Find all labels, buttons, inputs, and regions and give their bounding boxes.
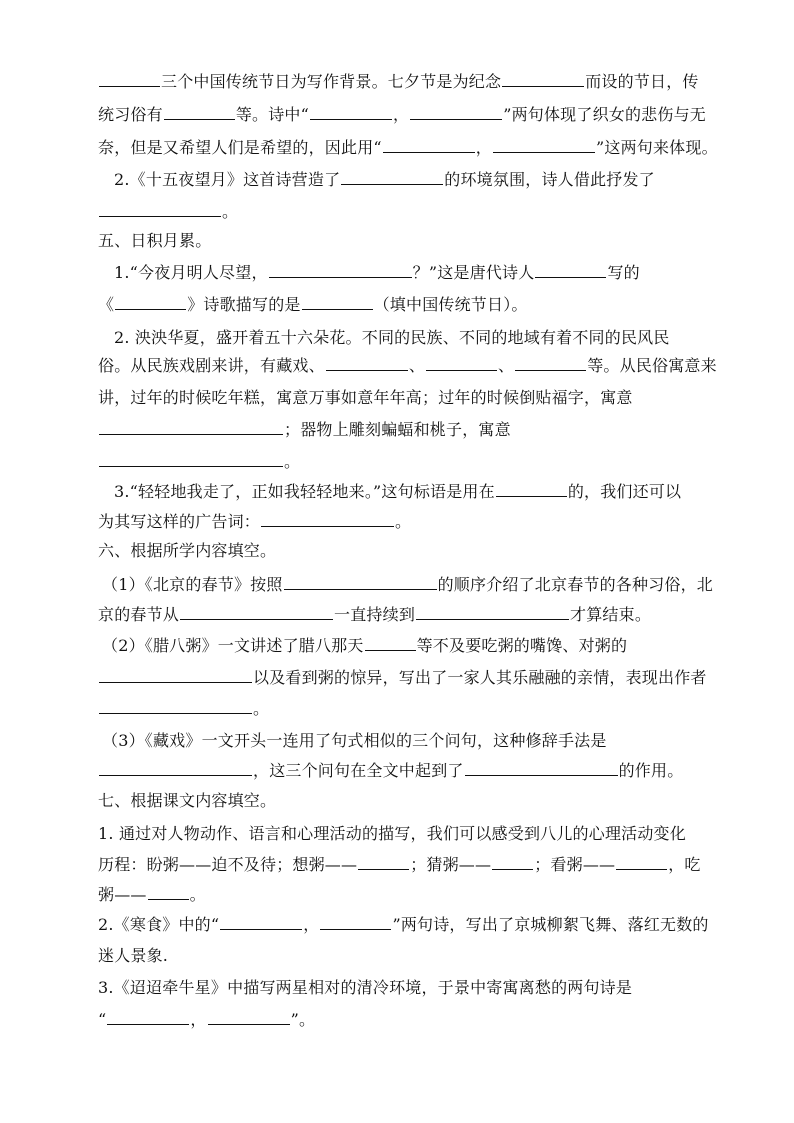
question-text: 等。诗中“ <box>235 105 309 124</box>
question-text: 。 <box>284 452 301 471</box>
question-text: 迷人景象. <box>98 946 169 965</box>
answer-blank[interactable] <box>164 104 235 120</box>
sec5-q2-l4-line <box>98 419 511 441</box>
answer-blank[interactable] <box>502 71 584 87</box>
sec5-q2-l3-line <box>98 387 633 409</box>
question-text: 3.《迢迢牵牛星》中描写两星相对的清冷环境，于景中寄寓离愁的两句诗是 <box>98 978 633 997</box>
answer-blank[interactable] <box>358 854 409 870</box>
answer-blank[interactable] <box>99 667 252 683</box>
answer-blank[interactable] <box>99 201 221 217</box>
question-text: 1. 通过对人物动作、语言和心理活动的描写，我们可以感受到八儿的心理活动变化 <box>98 824 686 843</box>
sec5-q3-l2-line <box>98 511 411 533</box>
answer-blank[interactable] <box>465 760 618 776</box>
answer-blank[interactable] <box>180 604 333 620</box>
answer-blank[interactable] <box>220 914 302 930</box>
answer-blank[interactable] <box>269 262 412 278</box>
answer-blank[interactable] <box>310 104 392 120</box>
answer-blank[interactable] <box>410 104 502 120</box>
question-text: 写的 <box>607 263 640 282</box>
question-text: ， <box>190 1010 207 1029</box>
question-text: ”两句诗，写出了京城柳絮飞舞、落红无数的 <box>392 915 709 934</box>
question-text: 而设的节日，传 <box>585 72 699 91</box>
sec5-q3-l1-line <box>114 481 681 503</box>
question-text: （填中国传统节日）。 <box>373 295 528 314</box>
answer-blank[interactable] <box>416 604 569 620</box>
sec7-q3-l2-line <box>98 1009 315 1031</box>
question-text: 俗。从民族戏剧来讲，有藏戏、 <box>98 356 325 375</box>
sec7-heading-line <box>98 790 276 812</box>
answer-blank[interactable] <box>535 262 606 278</box>
sec6-q3-l1-line <box>102 730 607 752</box>
question-text: ， <box>303 915 320 934</box>
answer-blank[interactable] <box>492 854 533 870</box>
answer-blank[interactable] <box>148 884 189 900</box>
question-text: 。 <box>222 202 239 221</box>
sec4-q2-l2-line <box>98 201 238 223</box>
answer-blank[interactable] <box>493 137 595 153</box>
question-text: ？”这是唐代诗人 <box>412 263 535 282</box>
question-text: ，吃 <box>668 855 701 874</box>
question-text: 三个中国传统节日为写作背景。七夕节是为纪念 <box>161 72 502 91</box>
question-text: 一直持续到 <box>334 605 416 624</box>
question-text: ；猜粥—— <box>410 855 492 874</box>
sec5-q2-l1-line <box>114 327 670 349</box>
answer-blank[interactable] <box>99 451 283 467</box>
answer-blank[interactable] <box>99 419 283 435</box>
answer-blank[interactable] <box>426 355 497 371</box>
sec6-q2-l3-line <box>98 698 269 720</box>
sec5-q2-l5-line <box>98 451 300 473</box>
answer-blank[interactable] <box>115 294 186 310</box>
sec4-cont-l2-line <box>98 104 706 126</box>
answer-blank[interactable] <box>341 169 443 185</box>
question-text: 2.《寒食》中的“ <box>98 915 220 934</box>
question-text: 、 <box>408 356 426 375</box>
question-text: 3.“轻轻地我走了，正如我轻轻地来。”这句标语是用在 <box>114 482 495 501</box>
sec7-q3-l1-line <box>98 977 632 999</box>
answer-blank[interactable] <box>616 854 667 870</box>
question-text: ，这三个问句在全文中起到了 <box>253 761 464 780</box>
answer-blank[interactable] <box>107 1009 189 1025</box>
question-text: 。 <box>395 512 412 531</box>
question-text: 。 <box>253 699 270 718</box>
question-text: 等。从民俗寓意来 <box>587 356 717 375</box>
sec5-q1-l1-line <box>114 262 640 284</box>
question-text: 以及看到粥的惊异，写出了一家人其乐融融的亲情，表现出作者 <box>253 668 707 687</box>
question-text: 2.《十五夜望月》这首诗营造了 <box>114 170 341 189</box>
question-text: ；看粥—— <box>534 855 616 874</box>
sec5-q2-l2-line <box>98 355 717 377</box>
sec4-q2-l1-line <box>114 169 655 191</box>
question-text: 的，我们还可以 <box>567 482 682 501</box>
question-text: 统习俗有 <box>98 105 163 124</box>
answer-blank[interactable] <box>383 137 475 153</box>
sec6-q1-l2-line <box>98 604 651 626</box>
question-text: ”这两句来体现。 <box>595 138 718 157</box>
question-text: 2. 泱泱华夏，盛开着五十六朵花。不同的民族、不同的地域有着不同的民风民 <box>114 328 670 347</box>
question-text: （2）《腊八粥》一文讲述了腊八那天 <box>102 636 364 655</box>
question-text: 奈，但是又希望人们是希望的，因此用“ <box>98 138 382 157</box>
answer-blank[interactable] <box>496 481 567 497</box>
question-text: ， <box>475 138 492 157</box>
sec7-q2-l2-line <box>98 945 168 967</box>
question-text: 。 <box>189 885 206 904</box>
question-text: ”两句体现了织女的悲伤与无 <box>503 105 706 124</box>
sec6-q2-l2-line <box>98 667 707 689</box>
question-text: （3）《藏戏》一文开头一连用了句式相似的三个问句，这种修辞手法是 <box>102 731 607 750</box>
question-text: 历程：盼粥——迫不及待；想粥—— <box>98 855 358 874</box>
question-text: 讲，过年的时候吃年糕，寓意万事如意年年高；过年的时候倒贴福字，寓意 <box>98 388 633 407</box>
question-text: 》诗歌描写的是 <box>187 295 301 314</box>
answer-blank[interactable] <box>208 1009 290 1025</box>
sec6-q2-l1-line <box>102 635 627 657</box>
question-text: （1）《北京的春节》按照 <box>102 575 283 594</box>
answer-blank[interactable] <box>261 511 394 527</box>
question-text: “ <box>98 1010 107 1029</box>
question-text: 等不及要吃粥的嘴馋、对粥的 <box>416 636 628 655</box>
question-text: ， <box>393 105 410 124</box>
answer-blank[interactable] <box>515 355 586 371</box>
sec6-heading-line <box>98 540 276 562</box>
answer-blank[interactable] <box>326 355 408 371</box>
sec7-q1-l1-line <box>98 823 686 845</box>
answer-blank[interactable] <box>99 71 160 87</box>
question-text: 1.“今夜月明人尽望， <box>114 263 268 282</box>
section-heading: 六、根据所学内容填空。 <box>98 541 277 560</box>
answer-blank[interactable] <box>99 698 252 714</box>
answer-blank[interactable] <box>99 760 252 776</box>
sec7-q1-l3-line <box>98 884 206 906</box>
question-text: 的作用。 <box>618 761 684 780</box>
sec4-cont-l3-line <box>98 137 718 159</box>
answer-blank[interactable] <box>365 635 416 651</box>
question-text: 、 <box>498 356 515 375</box>
sec5-q1-l2-line <box>98 294 528 316</box>
answer-blank[interactable] <box>320 914 391 930</box>
answer-blank[interactable] <box>302 294 373 310</box>
question-text: 粥—— <box>98 885 147 904</box>
question-text: 的顺序介绍了北京春节的各种习俗，北 <box>437 575 713 594</box>
sec7-q2-l1-line <box>98 914 709 936</box>
question-text: ”。 <box>290 1010 316 1029</box>
section-heading: 五、日积月累。 <box>98 231 212 250</box>
question-text: 为其写这样的广告词： <box>98 512 261 531</box>
sec5-heading-line <box>98 230 211 252</box>
section-heading: 七、根据课文内容填空。 <box>98 791 277 810</box>
sec7-q1-l2-line <box>98 854 701 876</box>
question-text: 的环境氛围，诗人借此抒发了 <box>444 170 655 189</box>
sec6-q3-l2-line <box>98 760 683 782</box>
question-text: 《 <box>98 295 115 314</box>
sec6-q1-l1-line <box>102 574 713 596</box>
sec4-cont-l1-line <box>98 71 699 93</box>
question-text: 才算结束。 <box>570 605 652 624</box>
answer-blank[interactable] <box>284 574 437 590</box>
question-text: ；器物上雕刻蝙蝠和桃子，寓意 <box>284 420 511 439</box>
question-text: 京的春节从 <box>98 605 180 624</box>
